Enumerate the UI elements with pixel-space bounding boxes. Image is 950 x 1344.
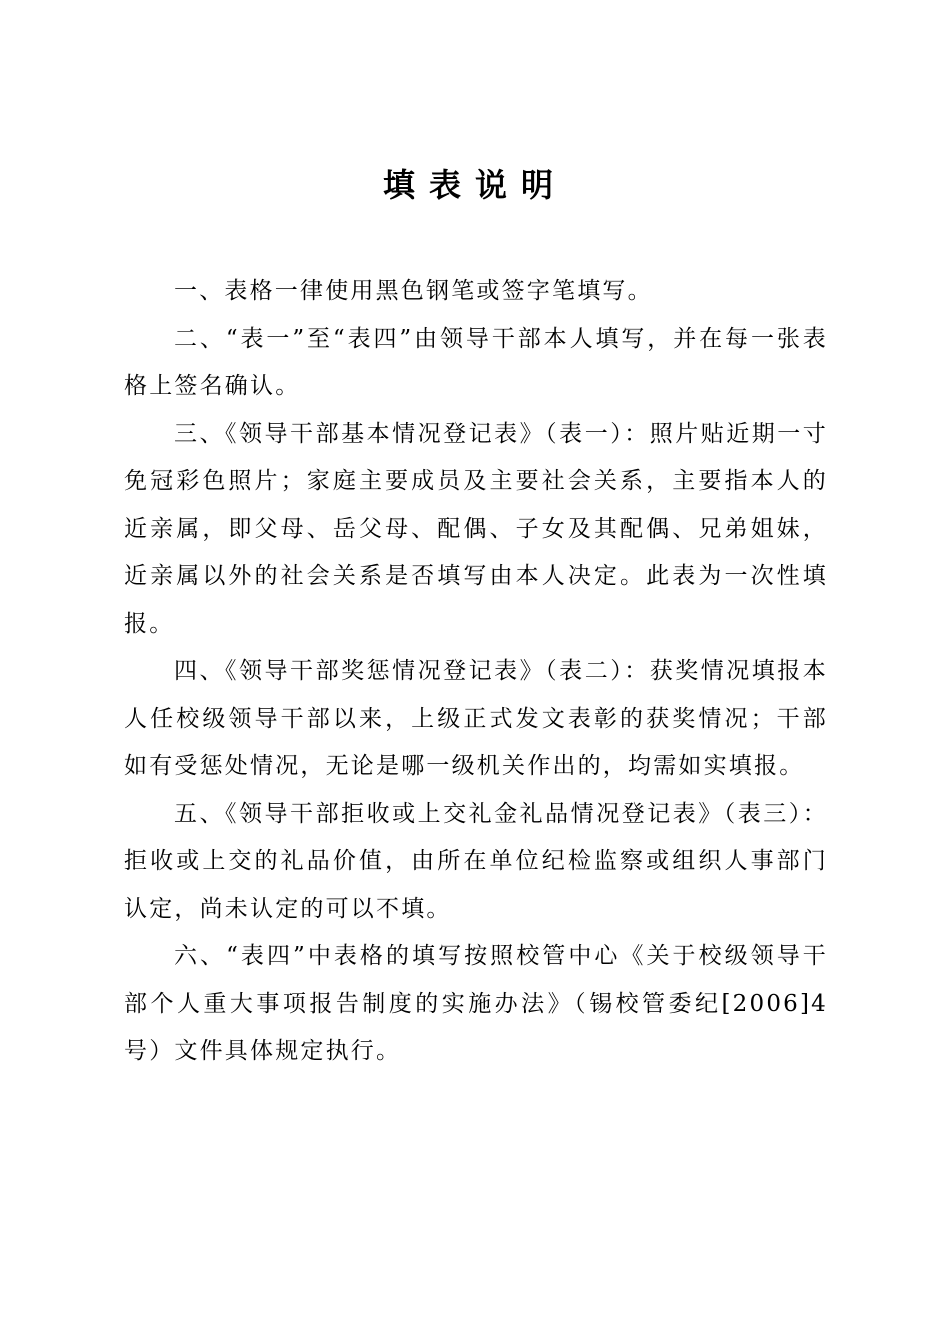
paragraph-5: 五、《领导干部拒收或上交礼金礼品情况登记表》（表三）：拒收或上交的礼品价值，由所在单位纪检监察或组织人事部门认定，尚未认定的可以不填。 [124, 800, 828, 922]
paragraph-2: 二、“表一”至“表四”由领导干部本人填写，并在每一张表格上签名确认。 [124, 325, 828, 399]
paragraph-3: 三、《领导干部基本情况登记表》（表一）：照片贴近期一寸免冠彩色照片；家庭主要成员及主要社会关系，主要指本人的近亲属，即父母、岳父母、配偶、子女及其配偶、兄弟姐妹，近亲属以外的社会关系是否填写由本人决定。此表为一次性填报。 [124, 420, 828, 637]
paragraph-6: 六、“表四”中表格的填写按照校管中心《关于校级领导干部个人重大事项报告制度的实施办法》（锡校管委纪[2006]4号）文件具体规定执行。 [124, 943, 828, 1064]
paragraph-1: 一、表格一律使用黑色钢笔或签字笔填写。 [174, 278, 653, 304]
paragraph-4: 四、《领导干部奖惩情况登记表》（表二）：获奖情况填报本人任校级领导干部以来，上级正式发文表彰的获奖情况；干部如有受惩处情况，无论是哪一级机关作出的，均需如实填报。 [124, 658, 828, 779]
document-body [124, 268, 828, 1076]
page-title: 填表说明 [382, 166, 567, 204]
